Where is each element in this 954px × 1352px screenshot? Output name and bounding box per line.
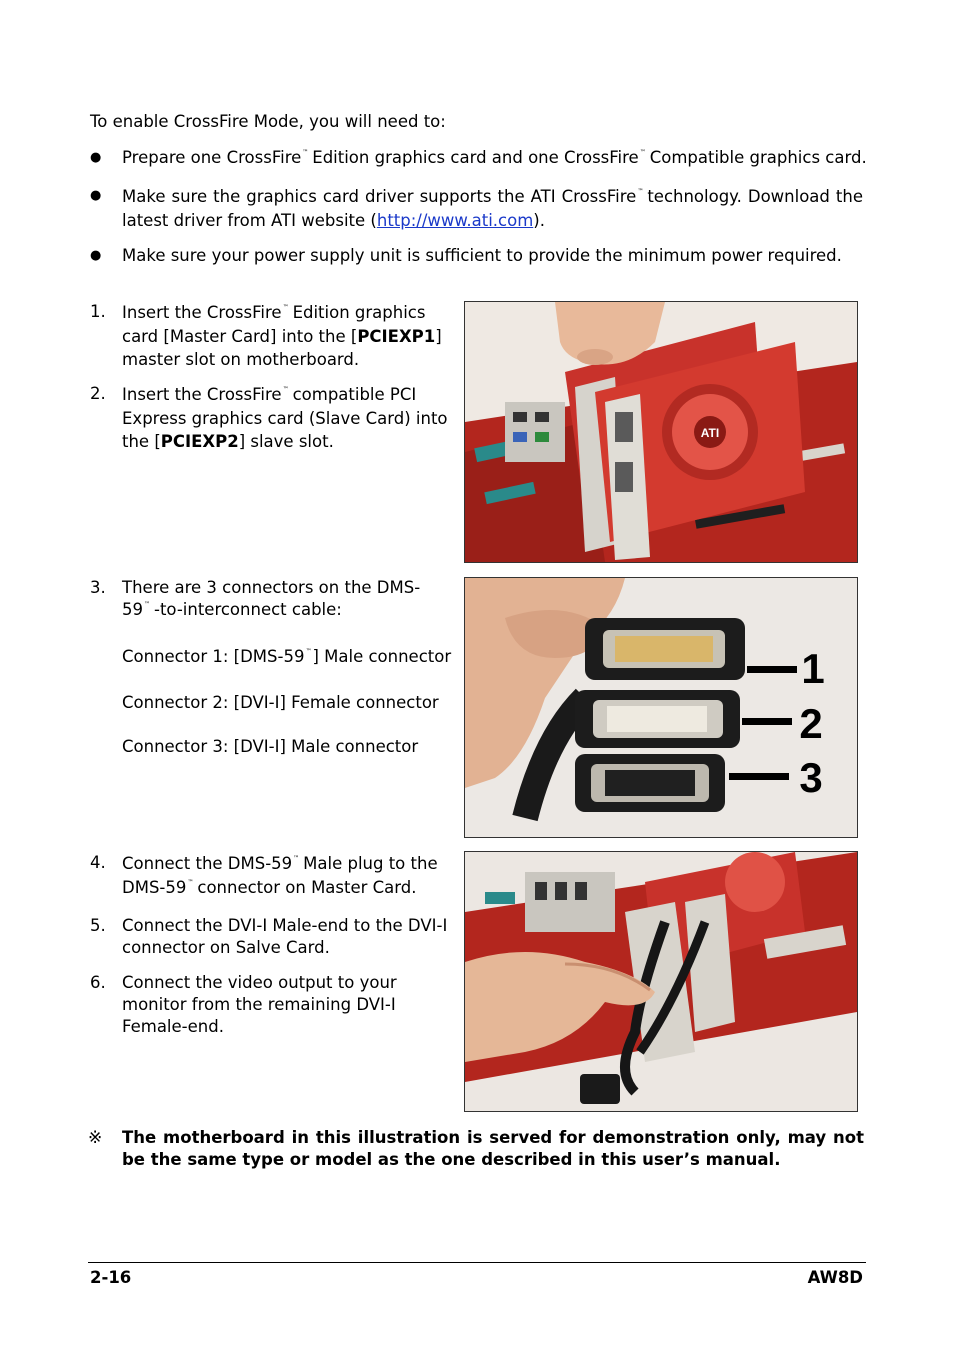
step-number: 4. (90, 853, 106, 872)
step-number: 2. (90, 384, 106, 403)
label-1: 1 (801, 645, 825, 692)
bullet-dot: ● (90, 188, 102, 203)
ati-website-link[interactable]: http://www.ati.com (376, 211, 534, 230)
step-number: 6. (90, 973, 106, 992)
step-1-text: Insert the CrossFire™ Edition graphics card [Master Card] into the [PCIEXP1] master slot on motherboard. (122, 303, 442, 369)
label-3: 3 (799, 754, 823, 801)
step-4-text: Connect the DMS-59™ Male plug to the DMS-59™ connector on Master Card. (122, 854, 438, 897)
bullet-item-2: Make sure the graphics card driver supports the ATI CrossFire™ technology. Download the latest driver from ATI website (http://www.ati.com). (122, 187, 863, 230)
step-6-text: Connect the video output to your monitor from the remaining DVI-I Female-end. (122, 973, 397, 1036)
step-2-text: Insert the CrossFire™ compatible PCI Express graphics card (Slave Card) into the [PCIEXP2] slave slot. (122, 385, 448, 451)
step-5-text: Connect the DVI-I Male-end to the DVI-I connector on Salve Card. (122, 916, 448, 957)
model-name: AW8D (807, 1268, 863, 1287)
connector-2-text: Connector 2: [DVI-I] Female connector (122, 693, 439, 712)
bullet-dot: ● (90, 150, 102, 165)
note-text: The motherboard in this illustration is served for demonstration only, may not be the same type or model as the one described in this user’s manual. (122, 1128, 864, 1169)
step-number: 1. (90, 302, 106, 321)
step-3-text: There are 3 connectors on the DMS-59™ -to-interconnect cable: (122, 578, 421, 619)
bullet-dot: ● (90, 248, 102, 263)
bullet-item-3: Make sure your power supply unit is sufficient to provide the minimum power required. (122, 246, 842, 265)
page-number: 2-16 (90, 1268, 132, 1287)
footer-rule (88, 1262, 866, 1263)
connector-3-text: Connector 3: [DVI-I] Male connector (122, 737, 419, 756)
connectors-photo (464, 577, 858, 838)
note-symbol: ※ (88, 1128, 103, 1148)
label-2: 2 (799, 700, 823, 747)
step-number: 3. (90, 578, 106, 597)
step-number: 5. (90, 916, 106, 935)
bullet-item-1: Prepare one CrossFire™ Edition graphics card and one CrossFire™ Compatible graphics card. (122, 148, 867, 167)
intro-text: To enable CrossFire Mode, you will need to: (90, 112, 446, 131)
connector-1-text: Connector 1: [DMS-59™] Male connector (122, 647, 452, 666)
cable-connection-photo (464, 851, 858, 1112)
crossfire-cards-photo (464, 301, 858, 563)
ati-logo: ATI (700, 426, 720, 440)
